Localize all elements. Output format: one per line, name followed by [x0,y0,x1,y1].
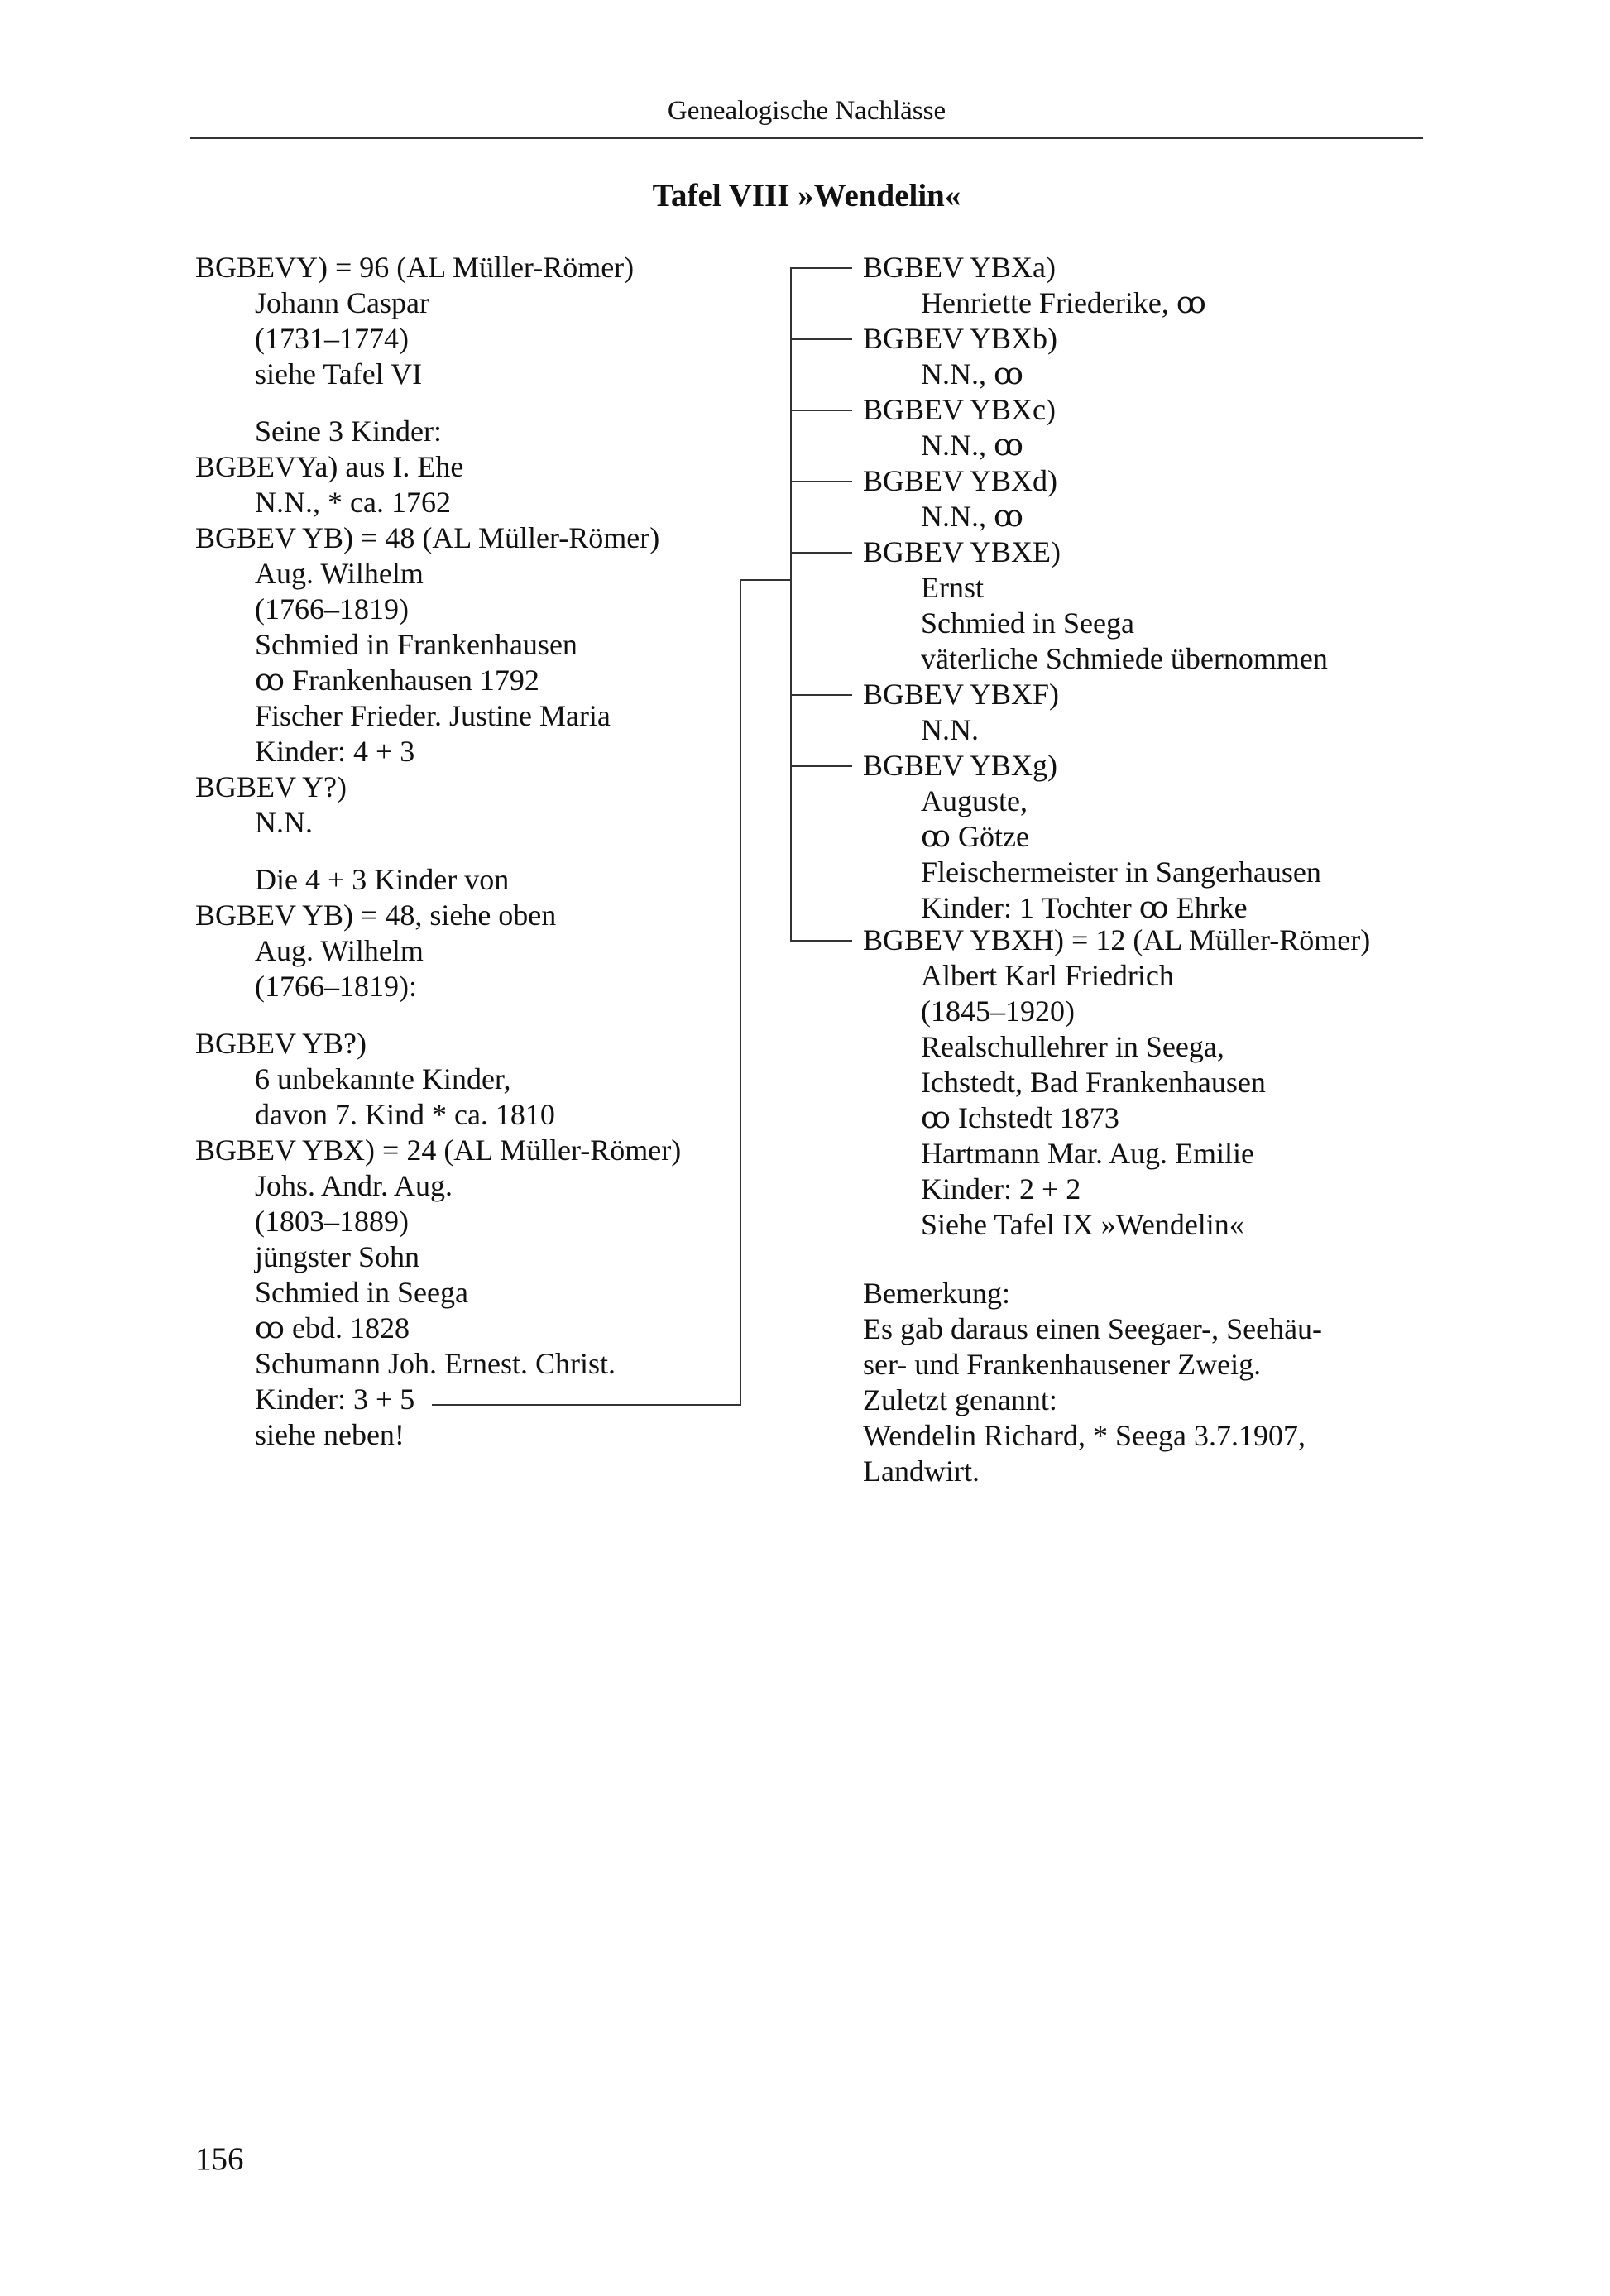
remark-line: Es gab daraus einen Seegaer-, Seehäu- [863,1312,1323,1345]
entry-line: Johs. Andr. Aug. [255,1169,453,1202]
entry-line: BGBEV YB?) [195,1027,367,1060]
header-rule [190,137,1423,139]
entry-line: Auguste, [921,784,1028,817]
connector-line [790,694,852,696]
entry-line: BGBEVY) = 96 (AL Müller-Römer) [195,251,635,284]
entry-line: Die 4 + 3 Kinder von [255,863,510,896]
entry-line: Kinder: 3 + 5 [255,1383,415,1416]
connector-line [790,552,852,554]
entry-line: BGBEV Y?) [195,770,347,803]
entry-line: BGBEV YBXc) [863,393,1056,426]
entry-line: ꝏ Ichstedt 1873 [921,1101,1119,1134]
entry-line: BGBEV YBXb) [863,322,1058,355]
connector-line [740,579,741,1406]
entry-line: BGBEVYa) aus I. Ehe [195,450,464,483]
connector-line [790,267,852,269]
entry-line: N.N., ꝏ [921,500,1023,533]
remark-line: Wendelin Richard, * Seega 3.7.1907, [863,1419,1306,1452]
entry-line: Realschullehrer in Seega, [921,1030,1224,1063]
remark-line: Zuletzt genannt: [863,1383,1057,1416]
remark-line: ser- und Frankenhausener Zweig. [863,1348,1262,1381]
entry-line: Johann Caspar [255,286,429,319]
connector-line [790,410,852,411]
connector-line [790,338,852,340]
entry-line: BGBEV YBXE) [863,535,1061,568]
entry-line: ꝏ ebd. 1828 [255,1311,410,1345]
entry-line: Henriette Friederike, ꝏ [921,286,1206,319]
entry-line: Schmied in Seega [255,1276,468,1309]
entry-line: Kinder: 2 + 2 [921,1172,1081,1206]
entry-line: Schmied in Frankenhausen [255,628,577,661]
entry-line: BGBEV YBX) = 24 (AL Müller-Römer) [195,1134,682,1167]
entry-line: N.N. [921,713,979,746]
entry-line: davon 7. Kind * ca. 1810 [255,1098,555,1131]
entry-line: 6 unbekannte Kinder, [255,1062,511,1095]
entry-line: Kinder: 1 Tochter ꝏ Ehrke [921,891,1248,924]
entry-line: Siehe Tafel IX »Wendelin« [921,1208,1244,1241]
connector-line [740,579,791,581]
entry-line: jüngster Sohn [255,1240,420,1273]
connector-line [790,765,852,767]
remark-line: Landwirt. [863,1455,980,1488]
entry-line: N.N., ꝏ [921,429,1023,462]
entry-line: Fleischermeister in Sangerhausen [921,856,1321,889]
entry-line: BGBEV YBXd) [863,464,1058,497]
entry-line: BGBEV YBXH) = 12 (AL Müller-Römer) [863,923,1371,956]
entry-line: väterliche Schmiede übernommen [921,642,1328,675]
entry-line: N.N., * ca. 1762 [255,486,451,519]
entry-line: N.N. [255,806,313,839]
entry-line: siehe Tafel VI [255,357,423,391]
entry-line: Kinder: 4 + 3 [255,735,415,768]
connector-line [432,1404,741,1406]
page-number: 156 [195,2141,244,2177]
running-header: Genealogische Nachlässe [667,96,946,126]
entry-line: ꝏ Frankenhausen 1792 [255,664,539,697]
entry-line: Aug. Wilhelm [255,934,424,967]
entry-line: (1803–1889) [255,1205,409,1238]
connector-line [790,940,852,942]
remark-line: Bemerkung: [863,1277,1010,1310]
entry-line: Ernst [921,571,984,604]
entry-line: Ichstedt, Bad Frankenhausen [921,1066,1266,1099]
page-title: Tafel VIII »Wendelin« [652,178,961,213]
entry-line: N.N., ꝏ [921,357,1023,391]
entry-line: Schumann Joh. Ernest. Christ. [255,1347,616,1380]
entry-line: (1845–1920) [921,995,1075,1028]
entry-line: (1766–1819): [255,970,417,1003]
entry-line: Albert Karl Friedrich [921,959,1174,992]
entry-line: Seine 3 Kinder: [255,415,442,448]
entry-line: BGBEV YBXg) [863,749,1058,782]
entry-line: (1766–1819) [255,592,409,626]
entry-line: Hartmann Mar. Aug. Emilie [921,1137,1254,1170]
entry-line: siehe neben! [255,1418,405,1451]
entry-line: Fischer Frieder. Justine Maria [255,699,611,732]
entry-line: Aug. Wilhelm [255,557,424,590]
connector-line [790,481,852,482]
entry-line: ꝏ Götze [921,820,1029,853]
entry-line: BGBEV YB) = 48 (AL Müller-Römer) [195,521,660,554]
entry-line: BGBEV YBXa) [863,251,1056,284]
entry-line: BGBEV YBXF) [863,678,1060,711]
entry-line: (1731–1774) [255,322,409,355]
entry-line: BGBEV YB) = 48, siehe oben [195,899,557,932]
entry-line: Schmied in Seega [921,606,1134,640]
connector-line [790,267,792,942]
